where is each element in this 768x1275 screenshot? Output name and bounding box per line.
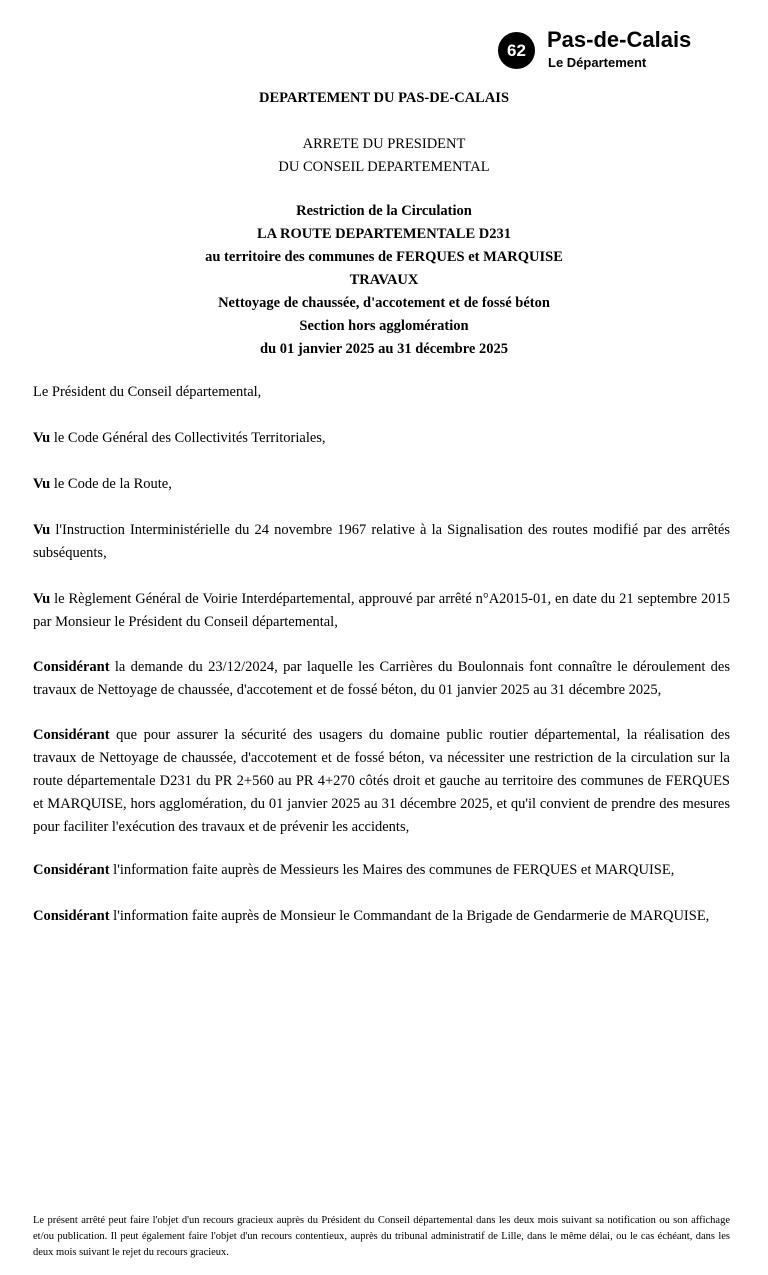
- department-title: DEPARTEMENT DU PAS-DE-CALAIS: [258, 90, 510, 106]
- logo-name: Pas-de-Calais: [547, 27, 692, 52]
- vu-text-3: l'Instruction Interministérielle du 24 novembre 1967 relative à la Signalisation des routes modifié par des arrêtés subséquents,: [33, 522, 731, 561]
- arrete-heading: [0, 133, 768, 179]
- vu-text-2: le Code de la Route,: [53, 476, 172, 492]
- considerant-paragraph-4: [33, 905, 730, 928]
- subject-line-1: Restriction de la Circulation: [296, 203, 472, 219]
- vu-label: Vu: [33, 430, 51, 446]
- vu-paragraph-2: [33, 473, 730, 496]
- department-heading: [0, 87, 768, 110]
- subject-line-3: au territoire des communes de FERQUES et MARQUISE: [205, 249, 563, 265]
- vu-text-1: le Code Général des Collectivités Territoriales,: [53, 430, 326, 446]
- subject-line-4: TRAVAUX: [349, 272, 419, 288]
- arrete-line-2: DU CONSEIL DEPARTEMENTAL: [278, 159, 490, 175]
- vu-paragraph-4: [33, 588, 730, 634]
- considerant-text-4: l'information faite auprès de Monsieur le Commandant de la Brigade de Gendarmerie de MARQUISE,: [113, 908, 710, 924]
- considerant-label: Considérant: [33, 908, 110, 924]
- considerant-paragraph-3: [33, 859, 730, 882]
- arrete-line-1: ARRETE DU PRESIDENT: [302, 136, 466, 152]
- logo-badge: 62: [498, 32, 535, 69]
- subject-line-2: LA ROUTE DEPARTEMENTALE D231: [257, 226, 511, 242]
- considerant-label: Considérant: [33, 862, 110, 878]
- logo-subtitle: Le Département: [548, 55, 647, 70]
- considerant-text-2: que pour assurer la sécurité des usagers du domaine public routier départemental, la réalisation des travaux de Nettoyage de chaussée, d'accotement et de fossé béton, va nécessiter une restriction de la circulation sur la route départementale D231 du PR 2+560 au PR 4+270 côtés droit et gauche au territoire des communes de FERQUES et MARQUISE, hors agglomération, du 01 janvier 2025 au 31 décembre 2025, et qu'il convient de prendre des mesures pour faciliter l'exécution des travaux et de prévenir les accidents,: [33, 727, 731, 835]
- subject-line-5: Nettoyage de chaussée, d'accotement et de fossé béton: [218, 295, 550, 311]
- considerant-paragraph-1: [33, 656, 730, 702]
- considerant-label: Considérant: [33, 659, 110, 675]
- intro-text: Le Président du Conseil départemental,: [33, 384, 262, 400]
- legal-notice: Le présent arrêté peut faire l'objet d'un recours gracieux auprès du Président du Conseil départemental dans les deux mois suivant sa notification ou son affichage et/ou publication. Il peut également faire l'objet d'un recours contentieux, auprès du tribunal administratif de Lille, dans le même délai, ou le cas échéant, dans les deux mois suivant le rejet du recours gracieux.: [33, 1215, 730, 1258]
- considerant-paragraph-2: [33, 724, 730, 839]
- vu-label: Vu: [33, 591, 51, 607]
- subject-line-7: du 01 janvier 2025 au 31 décembre 2025: [260, 341, 508, 357]
- intro-paragraph: [33, 381, 730, 404]
- considerant-label: Considérant: [33, 727, 110, 743]
- vu-paragraph-1: [33, 427, 730, 450]
- considerant-text-3: l'information faite auprès de Messieurs les Maires des communes de FERQUES et MARQUISE,: [113, 862, 675, 878]
- subject-line-6: Section hors agglomération: [299, 318, 469, 334]
- considerant-text-1: la demande du 23/12/2024, par laquelle les Carrières du Boulonnais font connaître le déroulement des travaux de Nettoyage de chaussée, d'accotement et de fossé béton, du 01 janvier 2025 au 31 décembre 2025,: [33, 659, 730, 698]
- vu-text-4: le Règlement Général de Voirie Interdépartemental, approuvé par arrêté n°A2015-01, en date du 21 septembre 2015 par Monsieur le Président du Conseil départemental,: [33, 591, 731, 630]
- vu-paragraph-3: [33, 519, 730, 565]
- department-logo: [498, 27, 728, 73]
- vu-label: Vu: [33, 522, 51, 538]
- subject-block: [0, 200, 768, 361]
- vu-label: Vu: [33, 476, 51, 492]
